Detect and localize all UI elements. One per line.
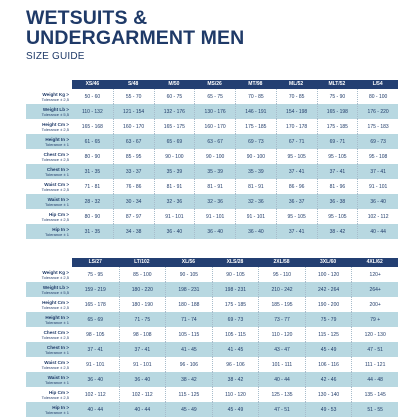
measurement-label: Hip Cm >: [48, 211, 69, 217]
table-cell: 43 - 47: [258, 342, 305, 357]
table-cell: 36 - 40: [194, 224, 235, 239]
tolerance-label: Tolerance ± 2,5: [41, 126, 69, 132]
size-column-header: 3XL/60: [305, 258, 352, 267]
table-cell: 110 - 120: [212, 387, 259, 402]
table-cell: 49 - 53: [305, 402, 352, 417]
row-label: [26, 179, 72, 194]
table-cell: 36 - 40: [72, 372, 119, 387]
table-cell: 36 - 40: [154, 224, 195, 239]
table-cell: 95 - 105: [317, 149, 358, 164]
tolerance-label: Tolerance ± 2,5: [41, 274, 69, 280]
table-cell: 32 - 36: [194, 194, 235, 209]
table-row: [26, 267, 398, 282]
table-cell: 86 - 96: [276, 179, 317, 194]
table-cell: 101 - 111: [258, 357, 305, 372]
table-cell: 34 - 38: [113, 224, 154, 239]
table-cell: 28 - 32: [72, 194, 113, 209]
table-cell: 200+: [351, 297, 398, 312]
table-cell: 81 - 91: [154, 179, 195, 194]
table-cell: 76 - 86: [113, 179, 154, 194]
table-cell: 65 - 69: [72, 312, 119, 327]
table-cell: 100 - 120: [305, 267, 352, 282]
table-cell: 130 - 176: [194, 104, 235, 119]
tolerance-label: Tolerance ± 2,5: [41, 216, 69, 222]
table-cell: 37 - 41: [119, 342, 166, 357]
table-cell: 55 - 70: [113, 89, 154, 104]
table-cell: 41 - 45: [165, 342, 212, 357]
table-cell: 90 - 100: [235, 149, 276, 164]
tolerance-label: Tolerance ± 2,5: [41, 304, 69, 310]
table-cell: 180 - 220: [119, 282, 166, 297]
table-cell: 176 - 220: [357, 104, 398, 119]
table-cell: 40 - 44: [119, 402, 166, 417]
table-cell: 106 - 116: [305, 357, 352, 372]
table-cell: 111 - 121: [351, 357, 398, 372]
table-cell: 95 - 105: [317, 209, 358, 224]
table-cell: 180 - 188: [165, 297, 212, 312]
table-cell: 81 - 91: [235, 179, 276, 194]
table-cell: 70 - 85: [235, 89, 276, 104]
measurement-label: Height Cm >: [42, 121, 69, 127]
table-cell: 65 - 75: [194, 89, 235, 104]
size-column-header: S/48: [113, 80, 154, 89]
measurement-label: Waist Cm >: [44, 181, 69, 187]
measurement-label: Hip In >: [52, 404, 69, 410]
page-title: [26, 8, 244, 48]
table-cell: 132 - 176: [154, 104, 195, 119]
table-cell: 115 - 125: [165, 387, 212, 402]
table-cell: 65 - 69: [154, 134, 195, 149]
table-cell: 47 - 51: [258, 402, 305, 417]
row-label: [26, 402, 72, 417]
size-header-row: [26, 258, 398, 267]
table-row: [26, 224, 398, 239]
measurement-label: Weight Lb >: [42, 284, 69, 290]
table-cell: 81 - 91: [194, 179, 235, 194]
table-cell: 190 - 200: [305, 297, 352, 312]
row-label: [26, 209, 72, 224]
table-cell: 146 - 191: [235, 104, 276, 119]
tolerance-label: Tolerance ± 2,5: [41, 334, 69, 340]
table-cell: 36 - 37: [276, 194, 317, 209]
table-cell: 75 - 95: [87, 271, 104, 278]
table-row: [26, 119, 398, 134]
table-cell: 40 - 44: [72, 402, 119, 417]
table-row: [26, 342, 398, 357]
table-cell: 210 - 242: [258, 282, 305, 297]
tolerance-label: Tolerance ± 2,5: [41, 156, 69, 162]
row-label: [26, 372, 72, 387]
row-label: [26, 327, 72, 342]
table-cell: 90 - 100: [194, 149, 235, 164]
size-column-header: L/54: [357, 80, 398, 89]
measurement-label: Chest In >: [46, 344, 69, 350]
row-label: [26, 297, 72, 312]
table-cell: 175 - 185: [212, 297, 259, 312]
size-table-2: [26, 258, 398, 417]
tolerance-label: Tolerance ± 1: [45, 231, 69, 237]
table-cell: 90 - 100: [154, 149, 195, 164]
table-cell: 91 - 101: [154, 209, 195, 224]
tolerance-label: Tolerance ± 1: [45, 201, 69, 207]
table-cell: 135 - 145: [351, 387, 398, 402]
table-cell: 71 - 81: [84, 183, 101, 190]
tolerance-label: Tolerance ± 1: [45, 409, 69, 415]
size-column-header: MS/26: [194, 80, 235, 89]
measurement-label: Hip Cm >: [48, 389, 69, 395]
table-cell: 63 - 67: [194, 134, 235, 149]
table-cell: 35 - 39: [235, 164, 276, 179]
table-cell: 32 - 36: [235, 194, 276, 209]
tolerance-label: Tolerance ± 1: [45, 349, 69, 355]
measurement-label: Height In >: [45, 314, 69, 320]
row-label: [26, 104, 72, 119]
table-cell: 95 - 105: [276, 149, 317, 164]
tolerance-label: Tolerance ± 5,5: [41, 289, 69, 295]
table-cell: 96 - 106: [165, 357, 212, 372]
tolerance-label: Tolerance ± 2,5: [41, 394, 69, 400]
table-cell: 115 - 125: [305, 327, 352, 342]
table-cell: 160 - 170: [194, 119, 235, 134]
table-cell: 36 - 40: [235, 224, 276, 239]
table-cell: 81 - 96: [317, 179, 358, 194]
table-cell: 125 - 135: [258, 387, 305, 402]
table-cell: 159 - 219: [72, 282, 119, 297]
table-cell: 75 - 90: [317, 89, 358, 104]
table-row: [26, 209, 398, 224]
table-cell: 160 - 170: [113, 119, 154, 134]
row-label: [26, 134, 72, 149]
table-cell: 105 - 115: [165, 327, 212, 342]
row-label: [26, 342, 72, 357]
page-title-line-1: WETSUITS &: [26, 7, 148, 29]
table-row: [26, 194, 398, 209]
table-cell: 69 - 71: [317, 134, 358, 149]
table-cell: 73 - 77: [258, 312, 305, 327]
table-cell: 105 - 115: [212, 327, 259, 342]
measurement-label: Weight Lb >: [42, 106, 69, 112]
header-corner: [26, 258, 72, 267]
table-cell: 80 - 90: [84, 153, 101, 160]
table-cell: 91 - 101: [194, 209, 235, 224]
measurement-label: Hip In >: [52, 226, 69, 232]
table-cell: 110 - 132: [72, 104, 113, 119]
table-cell: 80 - 90: [84, 213, 101, 220]
table-cell: 60 - 75: [154, 89, 195, 104]
table-cell: 61 - 65: [72, 134, 113, 149]
table-cell: 130 - 140: [305, 387, 352, 402]
table-cell: 102 - 112: [84, 391, 106, 398]
table-cell: 90 - 105: [212, 267, 259, 282]
table-cell: 121 - 154: [113, 104, 154, 119]
measurement-label: Height In >: [45, 136, 69, 142]
table-cell: 175 - 185: [235, 119, 276, 134]
table-cell: 91 - 101: [119, 357, 166, 372]
table-cell: 31 - 35: [72, 164, 113, 179]
table-cell: 51 - 55: [351, 402, 398, 417]
row-label: [26, 224, 72, 239]
table-cell: 87 - 97: [113, 209, 154, 224]
table-cell: 45 - 49: [165, 402, 212, 417]
size-column-header: 2XL/58: [258, 258, 305, 267]
table-row: [26, 372, 398, 387]
table-cell: 91 - 101: [357, 179, 398, 194]
table-row: [26, 327, 398, 342]
table-cell: 69 - 73: [235, 134, 276, 149]
table-cell: 75 - 79: [305, 312, 352, 327]
size-column-header: XS/46: [72, 80, 113, 89]
table-cell: 79 +: [351, 312, 398, 327]
size-table-1: [26, 80, 398, 239]
table-cell: 38 - 42: [212, 372, 259, 387]
table-cell: 71 - 74: [165, 312, 212, 327]
table-row: [26, 149, 398, 164]
table-cell: 91 - 101: [235, 209, 276, 224]
table-cell: 69 - 73: [357, 134, 398, 149]
table-cell: 110 - 120: [258, 327, 305, 342]
table-cell: 30 - 34: [113, 194, 154, 209]
table-cell: 41 - 45: [212, 342, 259, 357]
tolerance-label: Tolerance ± 2,5: [41, 96, 69, 102]
size-header-row: [26, 80, 398, 89]
table-row: [26, 89, 398, 104]
row-label: [26, 149, 72, 164]
table-cell: 38 - 42: [317, 224, 358, 239]
size-column-header: 4XL/62: [351, 258, 398, 267]
table-cell: 37 - 41: [72, 342, 119, 357]
table-cell: 102 - 112: [119, 387, 166, 402]
table-cell: 165 - 175: [154, 119, 195, 134]
size-column-header: ML/52: [276, 80, 317, 89]
table-cell: 120 - 130: [351, 327, 398, 342]
tolerance-label: Tolerance ± 1: [45, 319, 69, 325]
measurement-label: Chest Cm >: [43, 329, 69, 335]
table-row: [26, 179, 398, 194]
row-label: [26, 164, 72, 179]
table-cell: 95 - 105: [276, 209, 317, 224]
table-cell: 37 - 41: [357, 164, 398, 179]
page-subtitle: SIZE GUIDE: [26, 51, 85, 62]
row-label: [26, 119, 72, 134]
table-cell: 45 - 49: [212, 402, 259, 417]
measurement-label: Weight Kg >: [42, 269, 69, 275]
table-cell: 40 - 44: [357, 224, 398, 239]
table-cell: 180 - 190: [119, 297, 166, 312]
measurement-label: Waist In >: [47, 374, 69, 380]
measurement-label: Chest In >: [46, 166, 69, 172]
tolerance-label: Tolerance ± 1: [45, 141, 69, 147]
table-cell: 170 - 178: [276, 119, 317, 134]
table-cell: 154 - 198: [276, 104, 317, 119]
table-cell: 70 - 85: [276, 89, 317, 104]
measurement-label: Chest Cm >: [43, 151, 69, 157]
size-column-header: LT/102: [119, 258, 166, 267]
table-cell: 50 - 60: [84, 93, 101, 100]
table-cell: 37 - 41: [276, 224, 317, 239]
page-title-line-2: UNDERGARMENT MEN: [26, 27, 245, 49]
row-label: [26, 282, 72, 297]
table-cell: 32 - 36: [154, 194, 195, 209]
size-column-header: XLS/28: [212, 258, 259, 267]
table-cell: 33 - 37: [113, 164, 154, 179]
table-cell: 165 - 178: [84, 301, 106, 308]
size-column-header: XL/56: [165, 258, 212, 267]
table-cell: 38 - 42: [165, 372, 212, 387]
table-cell: 175 - 183: [357, 119, 398, 134]
size-column-header: MLT/52: [317, 80, 358, 89]
table-cell: 35 - 39: [194, 164, 235, 179]
table-cell: 80 - 100: [357, 89, 398, 104]
table-cell: 98 - 105: [86, 331, 105, 338]
tolerance-label: Tolerance ± 1: [45, 171, 69, 177]
table-cell: 98 - 108: [119, 327, 166, 342]
size-column-header: M/50: [154, 80, 195, 89]
table-cell: 42 - 46: [305, 372, 352, 387]
table-cell: 91 - 101: [86, 361, 105, 368]
table-cell: 264+: [351, 282, 398, 297]
table-cell: 63 - 67: [113, 134, 154, 149]
table-row: [26, 282, 398, 297]
size-column-header: LS/27: [72, 258, 119, 267]
row-label: [26, 357, 72, 372]
table-row: [26, 164, 398, 179]
table-cell: 36 - 40: [357, 194, 398, 209]
row-label: [26, 194, 72, 209]
table-cell: 40 - 44: [258, 372, 305, 387]
table-cell: 85 - 95: [113, 149, 154, 164]
table-cell: 120+: [351, 267, 398, 282]
table-cell: 37 - 41: [276, 164, 317, 179]
table-row: [26, 357, 398, 372]
table-row: [26, 402, 398, 417]
table-cell: 102 - 112: [357, 209, 398, 224]
table-cell: 45 - 49: [305, 342, 352, 357]
table-cell: 37 - 41: [317, 164, 358, 179]
table-cell: 96 - 106: [212, 357, 259, 372]
table-cell: 198 - 231: [165, 282, 212, 297]
row-label: [26, 387, 72, 402]
row-label: [26, 89, 72, 104]
table-cell: 71 - 75: [119, 312, 166, 327]
table-row: [26, 312, 398, 327]
table-cell: 44 - 48: [351, 372, 398, 387]
table-cell: 185 - 195: [258, 297, 305, 312]
table-cell: 165 - 168: [81, 123, 103, 130]
row-label: [26, 312, 72, 327]
table-cell: 36 - 38: [317, 194, 358, 209]
table-cell: 175 - 185: [317, 119, 358, 134]
table-row: [26, 297, 398, 312]
row-label: [26, 267, 72, 282]
tolerance-label: Tolerance ± 2,5: [41, 186, 69, 192]
table-row: [26, 134, 398, 149]
table-cell: 198 - 231: [212, 282, 259, 297]
tolerance-label: Tolerance ± 2,5: [41, 364, 69, 370]
table-cell: 165 - 198: [317, 104, 358, 119]
table-cell: 95 - 110: [258, 267, 305, 282]
table-cell: 31 - 35: [72, 224, 113, 239]
table-cell: 85 - 100: [119, 267, 166, 282]
tolerance-label: Tolerance ± 5,5: [41, 111, 69, 117]
table-cell: 35 - 39: [154, 164, 195, 179]
size-column-header: MT/98: [235, 80, 276, 89]
measurement-label: Waist In >: [47, 196, 69, 202]
table-cell: 69 - 73: [212, 312, 259, 327]
measurement-label: Weight Kg >: [42, 91, 69, 97]
measurement-label: Height Cm >: [42, 299, 69, 305]
table-cell: 67 - 71: [276, 134, 317, 149]
table-row: [26, 104, 398, 119]
table-cell: 90 - 105: [165, 267, 212, 282]
tolerance-label: Tolerance ± 1: [45, 379, 69, 385]
table-cell: 242 - 264: [305, 282, 352, 297]
table-cell: 47 - 51: [351, 342, 398, 357]
header-corner: [26, 80, 72, 89]
table-cell: 95 - 108: [357, 149, 398, 164]
measurement-label: Waist Cm >: [44, 359, 69, 365]
table-row: [26, 387, 398, 402]
table-cell: 36 - 40: [119, 372, 166, 387]
